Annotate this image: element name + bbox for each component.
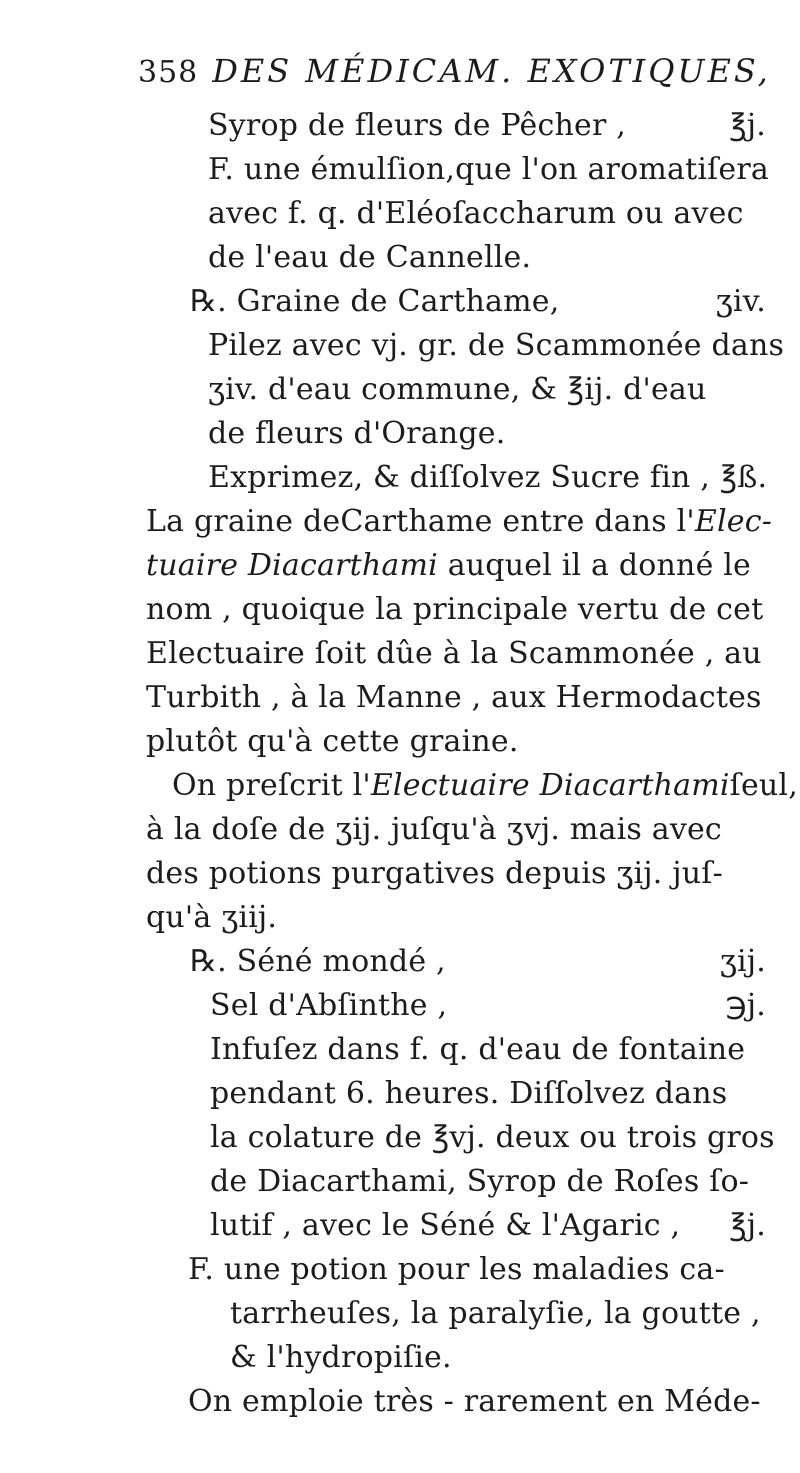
line-text: de fleurs d'Orange. — [208, 416, 506, 451]
text-line — [208, 324, 785, 368]
italic-text: Electuaire Diacarthami — [370, 768, 730, 803]
line-text: lutif , avec le Séné & l'Agaric , — [210, 1208, 681, 1243]
text-line — [188, 1380, 766, 1424]
line-text: pendant 6. heures. Diſſolvez dans — [210, 1076, 728, 1111]
line-text: Pilez avec vj. gr. de Scammonée dans — [208, 328, 785, 363]
dosage-measure: ʒij. — [719, 944, 766, 979]
text-line — [230, 1336, 766, 1380]
line-text: F. une émulſion,que l'on aromatiſera — [208, 152, 770, 187]
text-line — [146, 896, 766, 940]
italic-text: tuaire Diacarthami — [146, 548, 438, 583]
text-line — [146, 544, 766, 588]
text-line — [208, 456, 766, 500]
line-text: auquel il a donné le — [437, 548, 752, 583]
line-text: Infuſez dans f. q. d'eau de fontaine — [210, 1032, 746, 1067]
line-text: Sel d'Abſinthe , — [210, 988, 448, 1023]
text-line — [188, 1248, 766, 1292]
dosage-measure: ʒiv. — [715, 284, 766, 319]
line-text: ℞. Graine de Carthame, — [190, 284, 560, 319]
italic-text: Elec- — [694, 504, 773, 539]
line-text: de l'eau de Cannelle. — [208, 240, 532, 275]
dosage-measure: ℈j. — [725, 988, 766, 1023]
text-line — [146, 852, 766, 896]
line-text: & l'hydropiſie. — [230, 1340, 452, 1375]
text-line — [208, 104, 766, 148]
line-text: qu'à ʒiij. — [146, 900, 278, 935]
line-text: On preſcrit l' — [172, 768, 371, 803]
text-line — [190, 940, 766, 984]
text-line — [210, 1204, 766, 1248]
text-line — [210, 1028, 766, 1072]
text-line — [172, 764, 798, 808]
text-line — [208, 368, 766, 412]
dosage-measure: ℥j. — [729, 1208, 766, 1243]
line-text: On emploie très - rarement en Méde- — [188, 1384, 761, 1419]
line-text: ℞. Séné mondé , — [190, 944, 446, 979]
line-text: la colature de ℥vj. deux ou trois gros — [210, 1120, 775, 1155]
text-line — [210, 984, 766, 1028]
text-line — [210, 1116, 775, 1160]
line-text: F. une potion pour les maladies ca- — [188, 1252, 725, 1287]
line-text: ſeul, — [729, 768, 798, 803]
line-text: La graine deCarthame entre dans l' — [146, 504, 695, 539]
line-text: Turbith , à la Manne , aux Hermodactes — [146, 680, 762, 715]
line-text: de Diacarthami, Syrop de Roſes ſo- — [210, 1164, 750, 1199]
text-line — [146, 588, 766, 632]
text-line — [146, 720, 766, 764]
page-number: 358 — [138, 55, 199, 90]
text-line — [208, 148, 770, 192]
text-line — [146, 808, 766, 852]
text-line — [230, 1292, 766, 1336]
line-text: des potions purgatives depuis ʒij. juſ- — [146, 856, 723, 891]
line-text: ʒiv. d'eau commune, & ℥ij. d'eau — [208, 372, 707, 407]
text-line — [146, 632, 766, 676]
text-line — [146, 676, 766, 720]
line-text: à la doſe de ʒij. juſqu'à ʒvj. mais avec — [146, 812, 722, 847]
text-line — [208, 412, 766, 456]
line-text: Syrop de fleurs de Pêcher , — [208, 108, 626, 143]
running-header — [138, 52, 771, 102]
running-title: DES MÉDICAM. EXOTIQUES, — [212, 52, 771, 90]
text-line — [208, 192, 766, 236]
text-line — [210, 1072, 766, 1116]
line-text: nom , quoique la principale vertu de cet — [146, 592, 764, 627]
line-text: Electuaire ſoit dûe à la Scammonée , au — [146, 636, 762, 671]
text-line — [190, 280, 766, 324]
dosage-measure: ℥j. — [729, 108, 766, 143]
line-text: avec f. q. d'Eléoſaccharum ou avec — [208, 196, 744, 231]
text-line — [146, 500, 773, 544]
line-text: Exprimez, & diſſolvez Sucre fin , ℥ß. — [208, 460, 768, 495]
line-text: plutôt qu'à cette graine. — [146, 724, 519, 759]
text-line — [208, 236, 766, 280]
line-text: tarrheuſes, la paralyſie, la goutte , — [230, 1296, 761, 1331]
text-line — [210, 1160, 766, 1204]
